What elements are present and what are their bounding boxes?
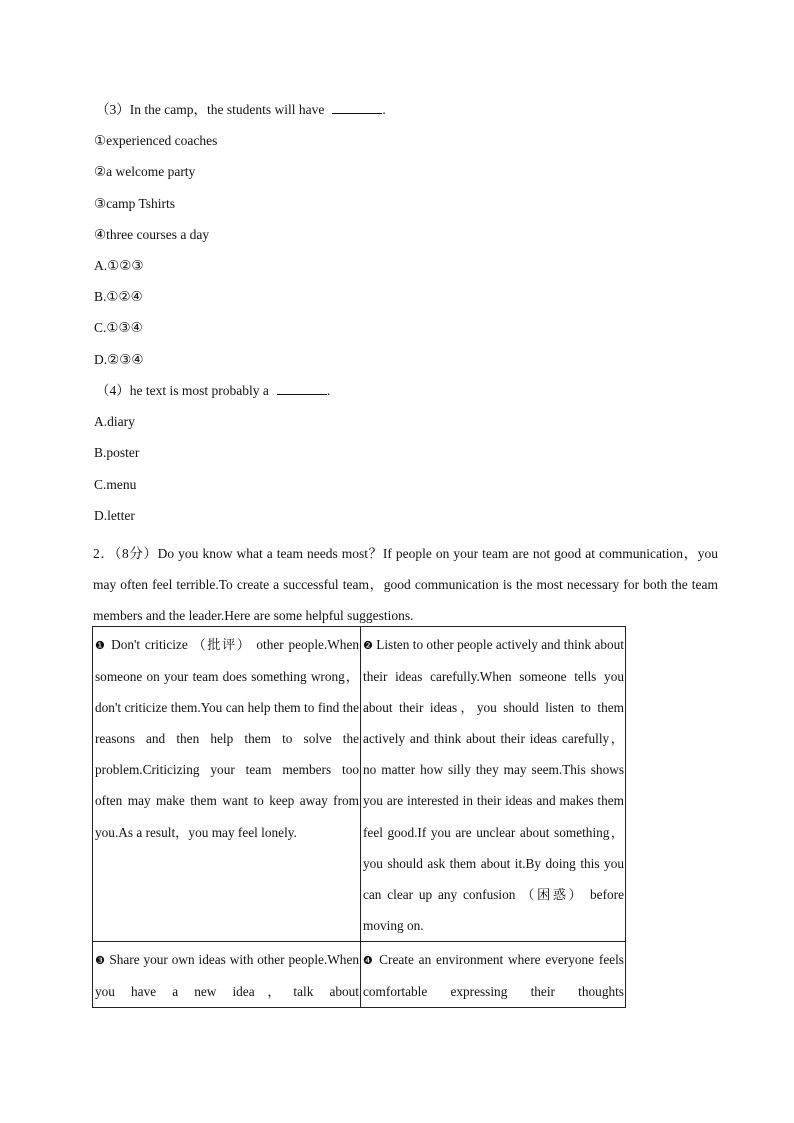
suggestion-cell-2: [361, 627, 626, 942]
q4-option-c: C.menu: [94, 477, 137, 492]
q3-item-4: ④three courses a day: [94, 227, 210, 242]
suggestion-4-text: Create an environment where everyone feels comfortable expressing their thoughts: [363, 951, 624, 1000]
q4-prompt-line: [96, 382, 330, 400]
table-row: [93, 941, 626, 1007]
bullet-2-icon: ❷: [363, 639, 373, 652]
q3-prompt-end: .: [382, 102, 386, 117]
q3-option-d: D.②③④: [94, 352, 144, 367]
q3-option-c: C.①③④: [94, 320, 143, 335]
suggestion-3-text: Share your own ideas with other people.When you have a new idea，talk about: [95, 951, 359, 1000]
suggestions-table: [92, 626, 626, 1008]
q4-prompt-end: .: [326, 383, 331, 398]
bullet-4-icon: ❹: [363, 953, 375, 967]
q3-prompt: （3）In the camp，the students will have: [96, 102, 325, 117]
bullet-1-icon: ❶: [95, 639, 107, 652]
q4-answer-blank: [277, 382, 327, 395]
suggestion-2-text: Listen to other people actively and think about their ideas carefully.When someone tells you about their ideas，you should listen to them actively and think about their ideas carefully，no matter how silly they may seem.This shows you are interested in their ideas and makes them feel good.If you are unclear about something，you should ask them about it.By doing this you can clear up any confusion （困惑） before moving on.: [363, 637, 624, 933]
table-row: [93, 627, 626, 942]
q3-option-b: B.①②④: [94, 289, 143, 304]
q3-item-3: ③camp Tshirts: [94, 196, 176, 211]
q2-intro-paragraph: 2．（8分）Do you know what a team needs most？If people on your team are not good at communication，you may often feel terrible.To create a successful team，good communication is the most necessary for both the team members and the leader.Here are some helpful suggestions.: [93, 546, 718, 623]
q4-option-a: A.diary: [94, 414, 135, 429]
q4-prompt: （4）he text is most probably a: [96, 383, 269, 398]
q3-item-2: ②a welcome party: [94, 164, 196, 179]
q4-option-d: D.letter: [94, 508, 135, 523]
q3-option-a: A.①②③: [94, 258, 144, 273]
q4-option-b: B.poster: [94, 445, 140, 460]
bullet-3-icon: ❸: [95, 953, 106, 967]
q3-answer-blank: [332, 101, 382, 114]
suggestion-cell-3: [93, 941, 361, 1007]
q3-prompt-line: [96, 101, 386, 119]
suggestion-cell-1: [93, 627, 361, 942]
suggestion-cell-4: [361, 941, 626, 1007]
q3-item-1: ①experienced coaches: [94, 133, 218, 148]
suggestion-1-text: Don't criticize （批评） other people.When someone on your team does something wrong，don't criticize them.You can help them to find the reasons and then help them to solve the problem.Criticizing your team members too often may make them want to keep away from you.As a result，you may feel lonely.: [95, 637, 359, 840]
